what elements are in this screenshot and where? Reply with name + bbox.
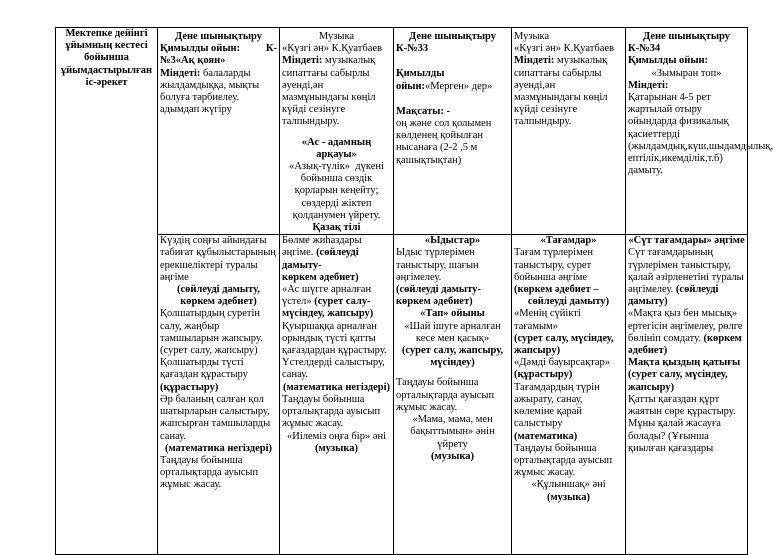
activity-paragraph: «Менің сүйікті тағамым» [514, 308, 584, 332]
activity-paragraph: сөйлеуді дамыту) [527, 296, 610, 308]
activity-paragraph: «Ыдыстар» [424, 235, 481, 247]
activity-paragraph [514, 247, 623, 296]
activity-paragraph: «Сүт тағамдары» әңгіме [628, 235, 745, 247]
activity-paragraph: Таңдауы бойынша орталықтарда ауысып жұмыс жасау. [396, 377, 497, 413]
activity-area: (көркем әдебиет – [514, 284, 599, 296]
activity-paragraph: (сурет салу, мүсіндеу, жапсыру) [514, 332, 617, 357]
activity-paragraph [628, 247, 745, 308]
task-body: балаларды жылдамдыққа, мықты болуға тәрбиелеу. [160, 67, 262, 104]
activity-paragraph: «Шай ішуге арналған кесе мен қасық» [404, 320, 504, 344]
song-title: «Күзгі ән» К.Қуатбаев [514, 43, 614, 55]
game-line [160, 43, 277, 55]
activity-paragraph [396, 369, 509, 377]
subject-title: Музыка [514, 31, 550, 42]
activity-paragraph: Қолшатырды түсті қағаздан құрастыру [160, 357, 248, 381]
task-body: Қатарынан 4-5 рет жартылай отыру ойындарда физикалық қасиеттерді (жылдамдық,күш,шыдамдылық, ептілік,икемділік,т.б) дамыту. [628, 92, 773, 177]
task-label: Міндеті: [282, 55, 323, 67]
task-body: музыкалық сипаттағы сабырлы әуенді,ән мазмұнындағы көңіл күйді сезінуге талпындыру. [514, 55, 611, 128]
activity-paragraph [282, 235, 391, 272]
task-label: Міндеті: [628, 79, 669, 91]
subject-title: Дене шынықтыру [408, 31, 496, 42]
activity-paragraph: Таңдауы бойынша орталықтарда ауысып жұмыс жасау. [160, 454, 261, 491]
schedule-table [55, 27, 773, 555]
aim-text: оң және сол қолымен көлденең қойылған нысанаға (2-2 ,5 м қашықтықтан) [396, 118, 495, 166]
game-name: «Мерген» дер» [425, 80, 493, 92]
activity-paragraph [514, 357, 623, 381]
activity-list [628, 235, 745, 455]
activity-area: (көркем әдебиет) [628, 332, 745, 357]
activity-paragraph: «Құлыншақ» әні [531, 479, 606, 491]
activity-text: «Мақта қыз бен мысық» ертегісін әңгімелеу, рөлге бөлініп сомдату. [628, 308, 746, 344]
task-text [514, 55, 623, 128]
activity-area: (сурет салу-мүсіндеу, жапсыру) [282, 296, 374, 320]
activity-paragraph [628, 308, 745, 357]
game-label: Қимылды ойын: [628, 55, 709, 67]
cell-friday-pe [626, 28, 773, 235]
cell-friday-activities [626, 235, 748, 555]
task-text [160, 68, 277, 105]
activity-paragraph: Қуыршаққа арналған орындық түсті қатты қағаздардан құрастыру. Үстелдерді салыстыру, санау. [282, 320, 390, 381]
activity-paragraph: Тағамдардың түрін ажырату, санау, көлеміне қарай салыстыру [514, 381, 603, 430]
activity-paragraph: (музыка) [547, 491, 590, 503]
activity-paragraph: (сөйлеуді дамыту, көркем әдебиет) [177, 284, 263, 308]
task-label: Міндеті: [514, 55, 555, 67]
row-label: Мектепке дейінгі ұйымның кестесі бойынша ұйымдастырылған іс-әрекет [60, 28, 153, 88]
activity-text: «Ас шүгге арналған үстел» [282, 284, 374, 308]
extra-text: адымдап жүгіру [160, 104, 232, 116]
subject-title: Дене шынықтыру [642, 31, 730, 42]
activity-list [160, 235, 277, 491]
activity-paragraph: (музыка) [431, 450, 474, 462]
song-title: «Күзгі ән» К.Қуатбаев [282, 43, 382, 55]
task-label: Міндеті: [160, 67, 201, 79]
aim-label: Мақсаты: - [396, 105, 450, 117]
cell-monday-activities [158, 235, 280, 555]
activity-paragraph: «Иілеміз оңға бір» әні [286, 430, 387, 442]
activity-paragraph: (математика негіздері) [164, 442, 273, 454]
subject-title: Музыка [318, 31, 355, 42]
activity-paragraph: Әр баланың салған қол шатырларын салыстыру, жапсырған тамшыларды санау. [160, 393, 273, 442]
cell-wednesday-pe [394, 28, 512, 235]
activity-area: (сөйлеуді дамыту) [628, 284, 722, 308]
activity-paragraph: Мақта қыздың қатығы [628, 357, 741, 369]
game-name: «Зымыран топ» [651, 67, 722, 79]
activity-paragraph: Таңдауы бойынша орталықтарда ауысып жұмыс жасау. [282, 393, 383, 430]
activity-paragraph: (математика) [514, 430, 578, 442]
cell-tuesday-music [280, 28, 394, 235]
lesson-body: «Азық-түлік» дүкені бойынша сөздік қорларын кеңейту; сөздерді жіктеп қолданумен үйрету. [289, 161, 387, 221]
subject-title: Дене шынықтыру [174, 31, 262, 42]
game-label: Қимылды ойын: [160, 43, 241, 55]
table-row [56, 28, 748, 235]
activity-list [514, 235, 623, 503]
row-label-cell [56, 28, 158, 555]
activity-text: Бөлме жиһаздары әңгіме. [282, 235, 365, 259]
activity-paragraph: (сурет салу, мүсіндеу, жапсыру) [628, 369, 731, 393]
schedule-page [55, 27, 773, 530]
subject-footer: Қазақ тілі [312, 222, 361, 234]
lesson-code: К-№34 [628, 43, 661, 55]
activity-paragraph: (математика негіздері) [282, 381, 391, 393]
activity-list [396, 235, 509, 463]
activity-paragraph: Қатты қағаздан құрт жаятын сөре құрастыру. Мұны қалай жасауға болады? (Ұғынша қиылған қағаздары [628, 393, 739, 454]
activity-paragraph: «Мама, мама, мен бақыттымын» әнін үйрету [410, 414, 498, 450]
cell-tuesday-activities [280, 235, 394, 555]
activity-paragraph: (құрастыру) [160, 381, 219, 393]
table-row [56, 235, 748, 555]
activity-paragraph: Таңдауы бойынша орталықтарда ауысып жұмыс жасау. [514, 442, 615, 479]
cell-monday-pe [158, 28, 280, 235]
activity-paragraph: «Тап» ойыны [420, 308, 485, 320]
lesson-heading: «Ас - адамның арқауы» [301, 136, 374, 160]
game-code: К- [265, 43, 277, 55]
activity-paragraph: Қолшатырдың суретін салу, жаңбыр тамшыларын жапсыру. (сурет салу, жапсыру) [160, 308, 266, 357]
activity-paragraph: Ыдыс түрлерімен таныстыру, шағын әңгімелеу. [396, 247, 482, 283]
activity-paragraph: (сөйлеуді дамыту-көркем әдебиет) [396, 284, 481, 308]
activity-area: (құрастыру) [514, 369, 573, 381]
activity-paragraph: «Тағамдар» [540, 235, 597, 247]
cell-thursday-music [512, 28, 626, 235]
activity-text: Тағам түрлерімен таныстыру, сурет бойынша әңгіме [514, 247, 596, 283]
game-name: №3«Ақ қоян» [160, 55, 226, 67]
task-body: музыкалық сипаттағы сабырлы әуенді,ән мазмұнындағы көңіл күйді сезінуге талпындыру. [282, 55, 379, 128]
activity-paragraph: көркем әдебиет) [282, 271, 359, 283]
activity-paragraph [282, 284, 391, 321]
activity-list [282, 235, 391, 455]
activity-area: (сөйлеуді дамыту- [282, 247, 362, 271]
game-line [396, 68, 509, 92]
cell-wednesday-activities [394, 235, 512, 555]
cell-thursday-activities [512, 235, 626, 555]
task-text [282, 55, 391, 128]
activity-text: «Дәмді бауырсақтар» [514, 357, 613, 369]
lesson-code: К-№33 [396, 43, 429, 55]
game-label: Қимылды ойын: [396, 68, 448, 92]
activity-paragraph: (сурет салу, жапсыру, мүсіндеу) [401, 345, 506, 369]
activity-paragraph: Күздің соңғы айындағы табиғат құбылыстарының ерекшеліктері туралы әңгіме [160, 235, 279, 283]
activity-text: Сүт тағамдарының түрлерімен таныстыру, қалай әзірленетіні туралы әңгімелеу. [628, 247, 747, 296]
activity-paragraph: (музыка) [315, 442, 358, 454]
